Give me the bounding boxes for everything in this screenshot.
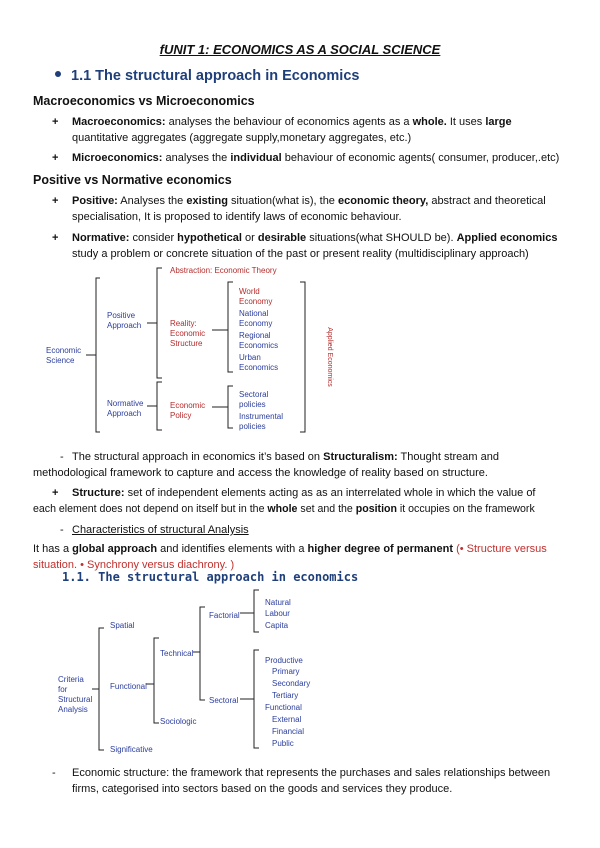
- macro-micro-heading: Macroeconomics vs Microeconomics: [33, 94, 255, 108]
- characteristics-paragraph: It has a global approach and identifies elements with a higher degree of permanent (• Structure versus situation. • Synchrony versus diachrony. ): [33, 543, 547, 571]
- label-sectoral: Sectoral: [209, 696, 239, 705]
- normative-text-1: consider: [129, 232, 178, 244]
- label-sectoral-policies: Sectoral policies: [239, 390, 269, 409]
- label-urban-economics: Urban Economics: [239, 353, 279, 372]
- bracket-technical: [200, 607, 205, 700]
- label-economic-policy: Economic Policy: [170, 401, 206, 420]
- label-sociological: Sociologic: [160, 717, 197, 726]
- label-applied-economics: Applied Economics: [326, 327, 333, 387]
- dash-bullet-icon: -: [60, 524, 64, 536]
- plus-bullet-icon: +: [52, 116, 59, 128]
- positive-normative-heading: Positive vs Normative economics: [33, 173, 232, 187]
- normative-bold-hypothetical: hypothetical: [177, 232, 242, 244]
- macro-text-1: analyses the behaviour of economics agents as a: [165, 116, 413, 128]
- label-labour: Labour: [265, 609, 290, 618]
- dash-bullet-icon: -: [60, 451, 64, 463]
- normative-bold-applied: Applied economics: [456, 232, 558, 244]
- positive-text-3: abstract and theoretical: [428, 195, 546, 207]
- economic-structure-line-2: firms, categorised into sectors based on the goods and services they produce.: [72, 783, 453, 795]
- label-technical: Technical: [160, 649, 194, 658]
- label-capital: Capita: [265, 621, 289, 630]
- positive-text-1: Analyses the: [117, 195, 187, 207]
- label-normative-approach: Normative Approach: [107, 399, 144, 418]
- label-natural: Natural: [265, 598, 291, 607]
- label-criteria: Criteria for Structural Analysis: [58, 675, 93, 714]
- normative-term: Normative:: [72, 232, 130, 244]
- label-functional: Functional: [110, 682, 147, 691]
- bracket-factorial: [254, 590, 259, 632]
- bracket-sectoral: [254, 650, 259, 748]
- label-factorial: Factorial: [209, 611, 240, 620]
- label-public: Public: [272, 739, 294, 748]
- plus-bullet-icon: +: [52, 195, 59, 207]
- label-external: External: [272, 715, 302, 724]
- macro-bold-whole: whole.: [412, 116, 447, 128]
- label-instrumental-policies: Instrumental policies: [239, 412, 284, 431]
- label-primary: Primary: [272, 667, 300, 676]
- label-tertiary: Tertiary: [272, 691, 299, 700]
- section-heading-text: 1.1 The structural approach in Economics: [71, 68, 360, 84]
- plus-bullet-icon: +: [52, 152, 59, 164]
- normative-text-3: situations(what SHOULD be).: [306, 232, 457, 244]
- macro-term: Macroeconomics:: [72, 116, 166, 128]
- normative-bold-desirable: desirable: [257, 232, 307, 244]
- structure-term: Structure:: [72, 487, 125, 499]
- plus-bullet-icon: +: [52, 487, 59, 499]
- structure-line-2: each element does not depend on itself but in the whole set and the position it occupies on the framework: [33, 503, 535, 515]
- positive-text-2: situation(what is), the: [227, 195, 338, 207]
- label-reality: Reality: Economic Structure: [170, 319, 206, 348]
- macro-line-2: quantitative aggregates (aggregate supply,monetary aggregates, etc.): [72, 132, 412, 144]
- subheading-structural-approach: 1.1. The structural approach in economics: [62, 570, 359, 584]
- micro-text-2: behaviour of economic agents( consumer, producer,.etc): [281, 152, 560, 164]
- structuralism-term: Structuralism:: [323, 451, 398, 463]
- micro-text-1: analyses the: [162, 152, 231, 164]
- dash-bullet-icon: -: [52, 767, 56, 779]
- label-national-economy: National Economy: [239, 309, 273, 328]
- positive-bold-existing: existing: [186, 195, 228, 207]
- label-abstraction: Abstraction: Economic Theory: [170, 266, 277, 275]
- positive-bold-theory: economic theory,: [338, 195, 429, 207]
- macro-text-2: It uses: [446, 116, 486, 128]
- normative-text-2: or: [241, 232, 258, 244]
- plus-bullet-icon: +: [52, 232, 59, 244]
- positive-term: Positive:: [72, 195, 118, 207]
- label-functional-2: Functional: [265, 703, 302, 712]
- bracket-criteria: [99, 628, 104, 750]
- label-significative: Significative: [110, 745, 153, 754]
- micro-term: Microeconomics:: [72, 152, 163, 164]
- structure-line-1: Structure: set of independent elements acting as as an interrelated whole in which the value of: [72, 487, 536, 499]
- label-financial: Financial: [272, 727, 305, 736]
- label-regional-economics: Regional Economics: [239, 331, 279, 350]
- micro-bold-individual: individual: [230, 152, 282, 164]
- page-title: fUNIT 1: ECONOMICS AS A SOCIAL SCIENCE: [159, 42, 441, 57]
- label-economic-science: Economic Science: [46, 346, 82, 365]
- label-secondary: Secondary: [272, 679, 311, 688]
- label-spatial: Spatial: [110, 621, 135, 630]
- positive-line-2: specialisation, It is proposed to identify laws of economic behaviour.: [72, 211, 402, 223]
- characteristics-heading: Characteristics of structural Analysis: [72, 524, 249, 536]
- structuralism-line-2: methodological framework to capture and access the knowledge of reality based on structure.: [33, 467, 488, 479]
- label-world-economy: World Economy: [239, 287, 273, 306]
- label-productive: Productive: [265, 656, 303, 665]
- label-positive-approach: Positive Approach: [107, 311, 142, 330]
- structuralism-line-1: The structural approach in economics it’s based on Structuralism: Thought stream and: [72, 451, 499, 463]
- normative-line-2: study a problem or concrete situation of the past or present reality (multidisciplinary approach): [72, 248, 529, 260]
- economic-structure-line-1: Economic structure: the framework that represents the purchases and sales relationships between: [72, 767, 551, 779]
- macro-bold-large: large: [485, 116, 512, 128]
- bracket-functional: [154, 638, 159, 723]
